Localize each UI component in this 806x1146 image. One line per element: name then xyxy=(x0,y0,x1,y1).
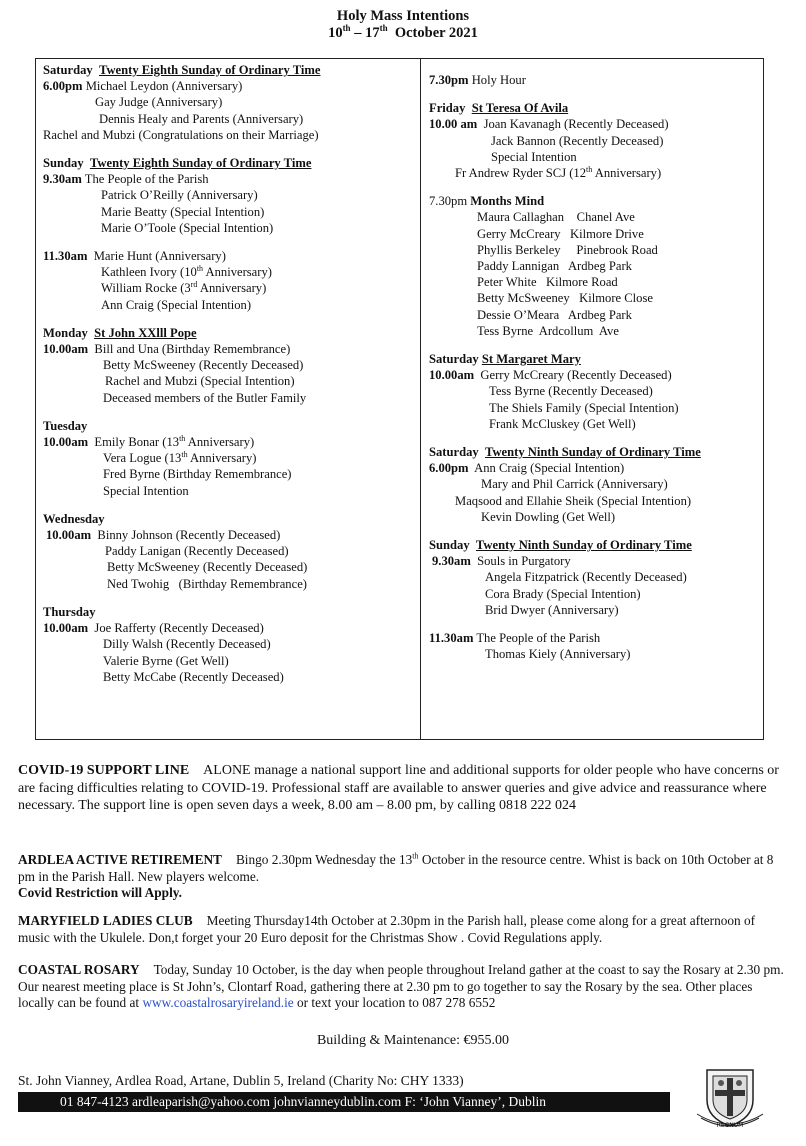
right-column xyxy=(429,62,759,675)
ardlea-retirement-notice: ARDLEA ACTIVE RETIREMENT Bingo 2.30pm Wednesday the 13th October in the resource centre. Whist is back on 10th October at 8 pm in the Parish Hall. New players welcome. Covid Restriction will Apply. xyxy=(18,851,774,900)
months-mind-item: Phyllis Berkeley Pinebrook Road xyxy=(477,242,658,257)
saturday-section: Saturday Twenty Eighth Sunday of Ordinary Time 6.00pm Michael Leydon (Anniversary) Gay Judge (Anniversary) Dennis Healy and Parents (Anniversary) Rachel and Mubzi (Congratulations on their Marriage) xyxy=(43,63,321,142)
covid-heading: COVID-19 SUPPORT LINE xyxy=(18,763,190,778)
months-mind-item: Betty McSweeney Kilmore Close xyxy=(477,291,653,306)
date-range: 10th – 17th October 2021 xyxy=(328,23,478,41)
saturday-st-margaret-section: Saturday St Margaret Mary 10.00am Gerry McCreary (Recently Deceased) Tess Byrne (Recently Deceased) The Shiels Family (Special Intention) Frank McCluskey (Get Well) xyxy=(429,352,679,431)
sunday-section: Sunday Twenty Eighth Sunday of Ordinary Time 9.30am The People of the Parish Patrick O’Reilly (Anniversary) Marie Beatty (Special Intention) Marie O’Toole (Special Intention) 11.30am Marie Hunt (Anniversary) Kathleen Ivory (10th Anniversary) William Rocke (3rd Anniversary) Ann Craig (Special Intention) xyxy=(43,156,312,312)
svg-text:REGNUM: REGNUM xyxy=(716,1122,744,1129)
covid-text: ALONE manage a national support line and additional supports for older people who have concerns or are facing difficulties relating to COVID-19. Professional staff are available to answer queries and give advice and reassurance where necessary. The support line is open seven days a week, 8.00 am – 8.00 pm, by calling 0818 222 024 xyxy=(18,763,779,813)
months-mind-item: Gerry McCreary Kilmore Drive xyxy=(477,226,644,241)
sunday-twenty-ninth-section: Sunday Twenty Ninth Sunday of Ordinary Time 9.30am Souls in Purgatory Angela Fitzpatrick (Recently Deceased) Cora Brady (Special Intention) Brid Dwyer (Anniversary) 11.30am The People of the Parish Thomas Kiely (Anniversary) xyxy=(429,538,692,662)
ardlea-heading: ARDLEA ACTIVE RETIREMENT xyxy=(18,852,222,867)
months-mind-list xyxy=(429,209,759,339)
title-line: Holy Mass Intentions xyxy=(336,8,470,24)
months-mind-section: 7.30pm Months Mind Maura Callaghan Chanel Ave Gerry McCreary Kilmore Drive Phyllis Berkeley Pinebrook Road Paddy Lannigan Ardbeg Park Peter White Kilmore Road Betty McSweeney Kilmore Close Dessie O’Meara Ardbeg Park Tess Byrne Ardcollum Ave xyxy=(429,193,759,339)
months-mind-item: Peter White Kilmore Road xyxy=(477,275,618,290)
parish-crest-icon xyxy=(693,1066,767,1130)
parish-address: St. John Vianney, Ardlea Road, Artane, Dublin 5, Ireland (Charity No: CHY 1333) xyxy=(18,1073,464,1088)
months-mind-item: Tess Byrne Ardcollum Ave xyxy=(477,323,619,338)
maryfield-notice: MARYFIELD LADIES CLUB Meeting Thursday14th October at 2.30pm in the Parish hall, please come along for a great afternoon of music with the Ukulele. Don,t forget your 20 Euro deposit for the Christmas Show . Covid Regulations apply. xyxy=(18,913,756,945)
holy-hour: 7.30pm Holy Hour xyxy=(429,73,526,87)
page-title xyxy=(0,8,806,42)
covid-restriction-note: Covid Restriction will Apply. xyxy=(18,885,183,900)
covid-support-notice xyxy=(18,762,788,815)
left-column xyxy=(43,62,415,697)
tuesday-section: Tuesday 10.00am Emily Bonar (13th Anniversary) Vera Logue (13th Anniversary) Fred Byrne (Birthday Remembrance) Special Intention xyxy=(43,418,292,498)
months-mind-item: Dessie O’Meara Ardbeg Park xyxy=(477,307,632,322)
maryfield-heading: MARYFIELD LADIES CLUB xyxy=(18,913,193,928)
thursday-section: Thursday 10.00am Joe Rafferty (Recently Deceased) Dilly Walsh (Recently Deceased) Valerie Byrne (Get Well) Betty McCabe (Recently Deceased) xyxy=(43,604,284,684)
column-divider xyxy=(420,59,421,739)
mass-schedule-box xyxy=(35,58,764,740)
monday-section: Monday St John XXlll Pope 10.00am Bill and Una (Birthday Remembrance) Betty McSweeney (Recently Deceased) Rachel and Mubzi (Special Intention) Deceased members of the Butler Family xyxy=(43,325,307,405)
months-mind-item: Paddy Lannigan Ardbeg Park xyxy=(477,259,632,274)
months-mind-item: Maura Callaghan Chanel Ave xyxy=(477,210,635,225)
friday-section: Friday St Teresa Of Avila 10.00 am Joan Kavanagh (Recently Deceased) Jack Bannon (Recently Deceased) Special Intention Fr Andrew Ryder SCJ (12th Anniversary) xyxy=(429,101,669,181)
coastal-rosary-notice: COASTAL ROSARY Today, Sunday 10 October, is the day when people throughout Ireland gather at the coast to say the Rosary at 2.30 pm. Our nearest meeting place is St John’s, Clontarf Road, gathering there at 2.30 pm to go together to say the Rosary by the sea. Other places locally can be found at www.coastalrosaryireland.ie or text your location to 087 278 6552 xyxy=(18,962,784,1010)
rosary-link[interactable]: www.coastalrosaryireland.ie xyxy=(142,995,294,1010)
wednesday-section: Wednesday 10.00am Binny Johnson (Recently Deceased) Paddy Lanigan (Recently Deceased) Betty McSweeney (Recently Deceased) Ned Twohig (Birthday Remembrance) xyxy=(43,511,308,591)
saturday-vigil-section: Saturday Twenty Ninth Sunday of Ordinary Time 6.00pm Ann Craig (Special Intention) Mary and Phil Carrick (Anniversary) Maqsood and Ellahie Sheik (Special Intention) Kevin Dowling (Get Well) xyxy=(429,445,701,524)
contact-bar: 01 847-4123 ardleaparish@yahoo.com johnvianneydublin.com F: ‘John Vianney’, Dublin xyxy=(18,1092,670,1112)
rosary-heading: COASTAL ROSARY xyxy=(18,962,140,977)
building-maintenance: Building & Maintenance: €955.00 xyxy=(316,1033,510,1048)
